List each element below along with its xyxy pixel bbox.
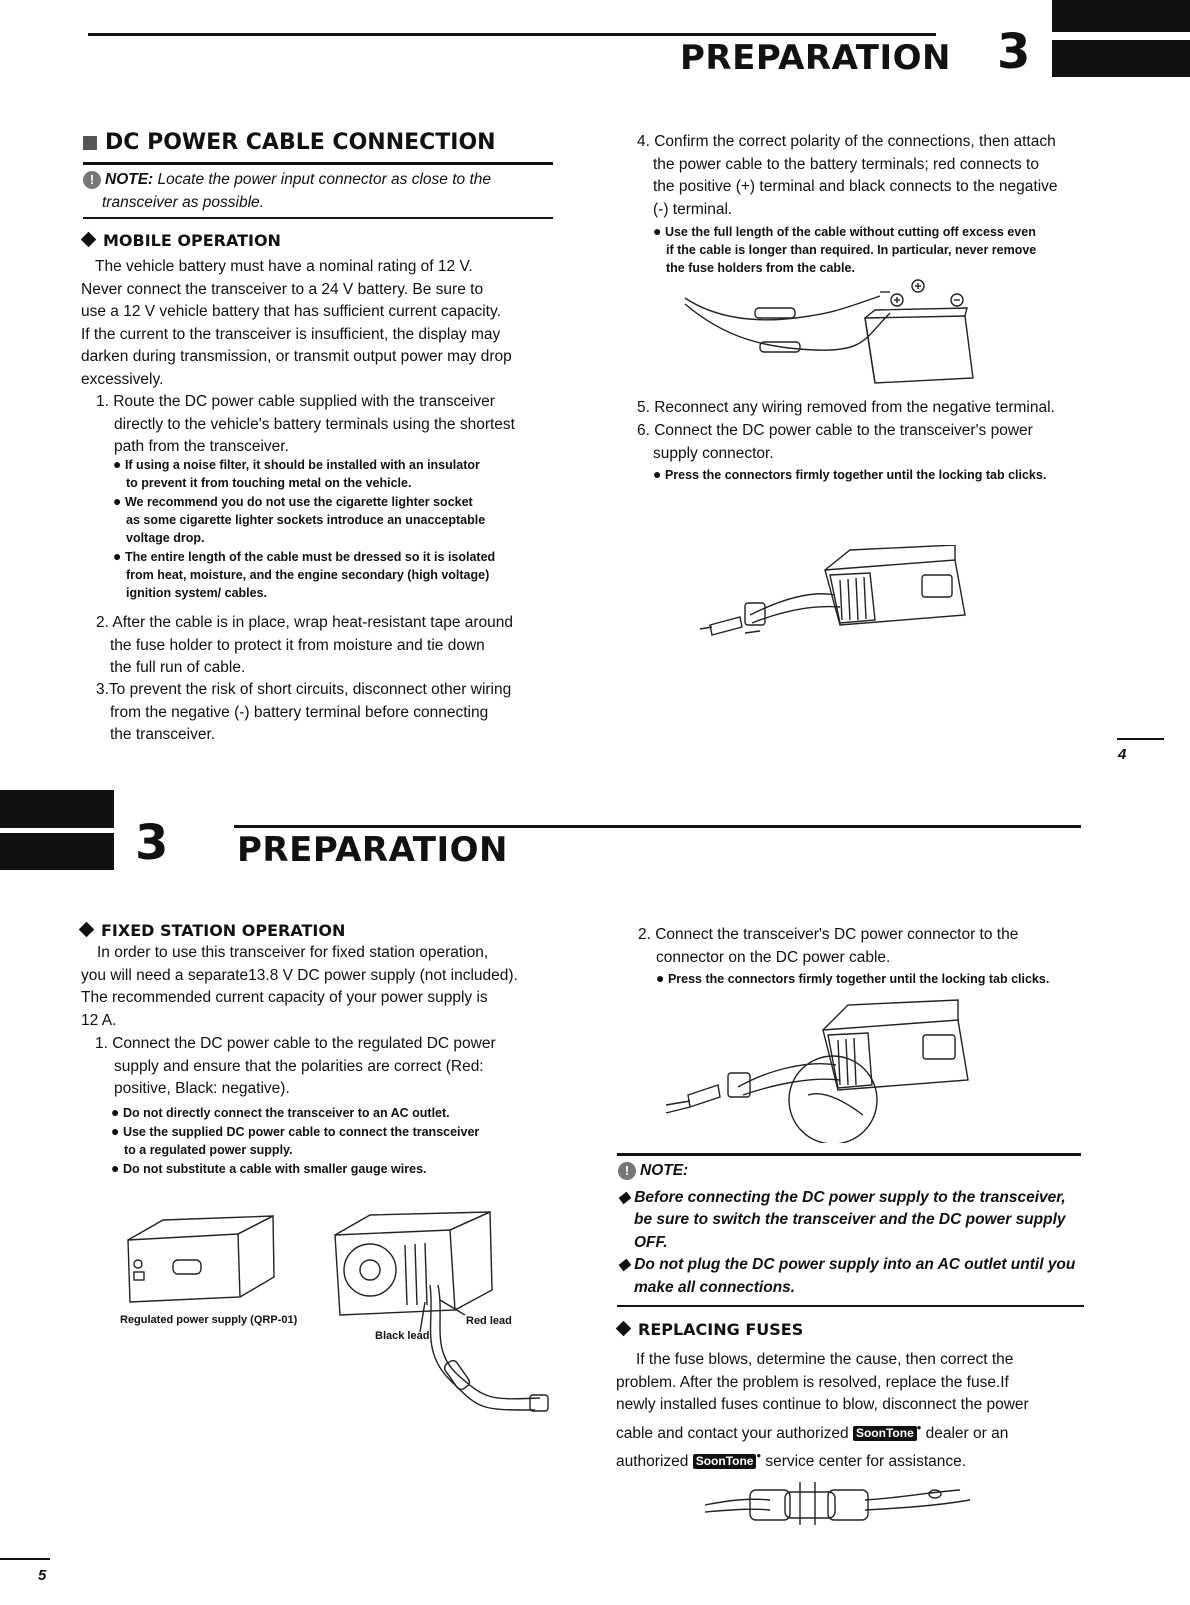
- diamond-icon: [81, 232, 97, 248]
- fixed-intro: In order to use this transceiver for fixed station operation, you will need a separate13.8 V DC power supply (not included). The recommended current capacity of your power supply is 12 A.: [81, 944, 518, 1029]
- bottom-header-title: PREPARATION: [237, 830, 508, 870]
- diamond-icon: [79, 922, 95, 938]
- top-header-rule: [88, 33, 936, 36]
- power-supply-illustration: [118, 1212, 278, 1307]
- note-fixed-station: ! NOTE: ◆ Before connecting the DC power supply to the transceiver, be sure to switch the transceiver and the DC power supply OFF. ◆ Do not plug the DC power supply into an AC outlet until you make all connections.: [618, 1162, 1076, 1296]
- diamond-icon: [616, 1321, 632, 1337]
- top-header-chapter: 3: [997, 24, 1031, 80]
- top-chapter-tab-lower: [1052, 40, 1190, 77]
- battery-connection-illustration: [675, 278, 985, 390]
- page-number-4: 4: [1118, 746, 1127, 763]
- bottom-header-chapter: 3: [135, 815, 169, 871]
- page-number-5: 5: [38, 1567, 47, 1584]
- fuse-holder-illustration: [700, 1470, 980, 1530]
- note-bottom-rule: [617, 1305, 1084, 1307]
- page-4-footer-rule: [1117, 738, 1164, 740]
- mobile-step-1-bullets: ● If using a noise filter, it should be installed with an insulator to prevent it from touching metal on the vehicle. ● We recommend you do not use the cigarette lighter socket as some cigarette lighter sockets introduce an unacceptable voltage drop. ● The entire length of the cable must be dressed so it is isolated from heat, moisture, and the engine secondary (high voltage) ignition system/ cables.: [113, 456, 496, 600]
- mobile-step-4-bullet: ● Use the full length of the cable without cutting off excess even if the cable is longer than required. In particular, never remove the fuse holders from the cable.: [653, 223, 1037, 275]
- note-rule: [83, 217, 553, 219]
- section-rule: [83, 162, 553, 165]
- fixed-step-1-bullets: ● Do not directly connect the transceiver to an AC outlet. ● Use the supplied DC power cable to connect the transceiver to a regulated power supply. ● Do not substitute a cable with smaller gauge wires.: [111, 1104, 480, 1176]
- bottom-header-rule: [234, 825, 1081, 828]
- note-icon: !: [618, 1162, 636, 1180]
- brand-logo: SoonTone: [693, 1454, 757, 1469]
- brand-logo: SoonTone: [853, 1426, 917, 1441]
- transceiver-connector-illustration-1: [690, 545, 975, 650]
- top-header-title: PREPARATION: [680, 38, 951, 78]
- mobile-step-1: 1. Route the DC power cable supplied with the transceiver directly to the vehicle's battery terminals using the shortest path from the transceiver.: [96, 393, 515, 455]
- fixed-step-2-bullet: ● Press the connectors firmly together until the locking tab clicks.: [656, 970, 1050, 986]
- page-5-footer-rule: [0, 1558, 50, 1560]
- caption-black-lead: Black lead: [375, 1330, 430, 1342]
- mobile-step-5: 5. Reconnect any wiring removed from the negative terminal.: [637, 399, 1055, 416]
- fixed-step-1: 1. Connect the DC power cable to the regulated DC power supply and ensure that the polarities are correct (Red: positive, Black: negative).: [95, 1035, 496, 1097]
- mobile-intro: The vehicle battery must have a nominal rating of 12 V. Never connect the transceiver to a 24 V battery. Be sure to use a 12 V vehicle battery that has sufficient current capacity. If the current to the transceiver is insufficient, the display may darken during transmission, or transmit output power may drop excessively.: [81, 258, 512, 388]
- mobile-step-6: 6. Connect the DC power cable to the transceiver's power supply connector.: [637, 422, 1033, 462]
- mobile-step-3: 3.To prevent the risk of short circuits, disconnect other wiring from the negative (-) battery terminal before connecting the transceiver.: [96, 681, 512, 743]
- bottom-chapter-tab-lower: [0, 833, 114, 870]
- mobile-step-2: 2. After the cable is in place, wrap heat-resistant tape around the fuse holder to protect it from moisture and tie down the full run of cable.: [96, 614, 514, 676]
- mobile-step-6-bullet: ● Press the connectors firmly together until the locking tab clicks.: [653, 466, 1047, 482]
- fixed-station-heading: FIXED STATION OPERATION: [81, 921, 345, 940]
- note-icon: !: [83, 171, 101, 189]
- transceiver-connector-illustration-2: [658, 995, 978, 1143]
- note-top-rule: [617, 1153, 1081, 1156]
- replacing-fuses-text: If the fuse blows, determine the cause, then correct the problem. After the problem is resolved, replace the fuse.If newly installed fuses continue to blow, disconnect the power cable and contact your authorized SoonTone • dealer or an authorized SoonTone • service center for assistance.: [616, 1351, 1029, 1471]
- caption-power-supply: Regulated power supply (QRP-01): [120, 1314, 298, 1326]
- square-bullet-icon: [83, 136, 97, 150]
- mobile-step-4: 4. Confirm the correct polarity of the connections, then attach the power cable to the battery terminals; red connects to the positive (+) terminal and black connects to the negative (-) terminal.: [637, 133, 1058, 218]
- mobile-operation-heading: MOBILE OPERATION: [83, 231, 281, 250]
- top-chapter-tab-upper: [1052, 0, 1190, 32]
- section-title-dc-power: DC POWER CABLE CONNECTION: [83, 130, 496, 155]
- transceiver-leads-illustration: [330, 1210, 560, 1440]
- note-mobile: ! NOTE: Locate the power input connector as close to the transceiver as possible.: [83, 169, 553, 214]
- replacing-fuses-heading: REPLACING FUSES: [618, 1320, 803, 1339]
- caption-red-lead: Red lead: [466, 1315, 512, 1327]
- bottom-chapter-tab-upper: [0, 790, 114, 828]
- fixed-step-2: 2. Connect the transceiver's DC power connector to the connector on the DC power cable.: [638, 926, 1019, 966]
